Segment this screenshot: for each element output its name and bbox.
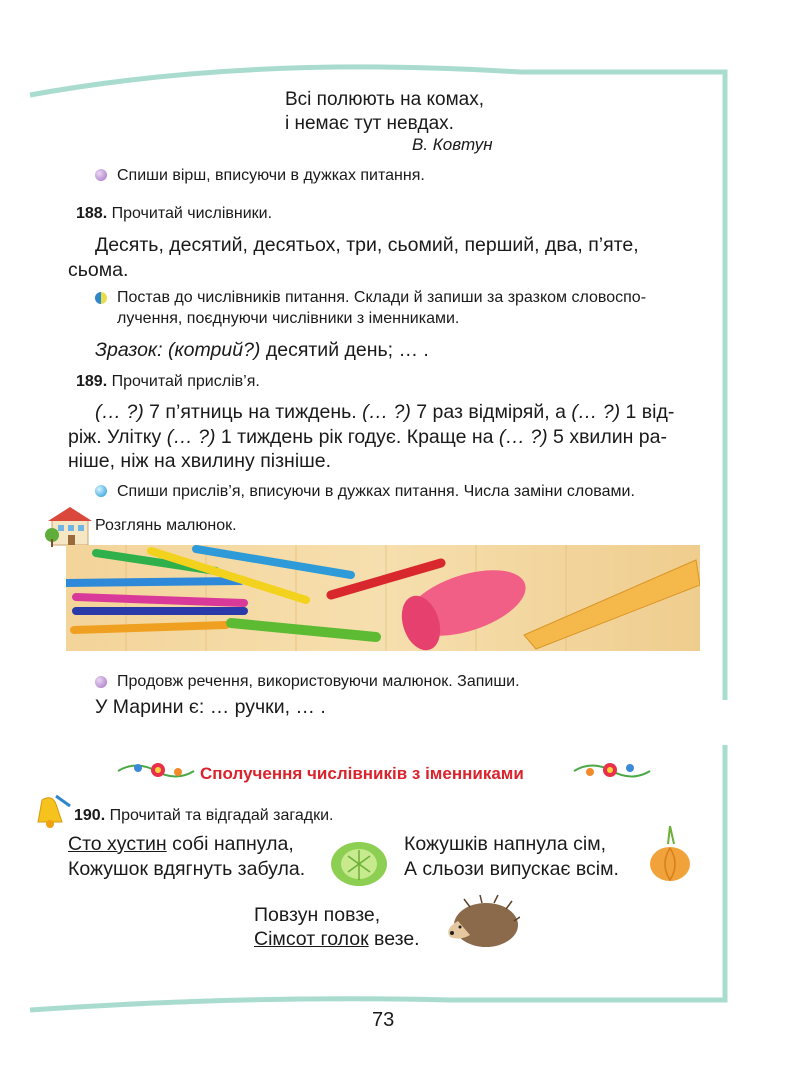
cabbage-icon bbox=[328, 836, 390, 888]
exercise-number: 188. bbox=[76, 205, 108, 222]
riddle-text: собі напнула, bbox=[166, 833, 294, 855]
hedgehog-icon bbox=[440, 893, 520, 949]
split-bullet-icon bbox=[95, 292, 107, 304]
onion-icon bbox=[646, 824, 694, 884]
task-189: Спиши прислів’я, вписуючи в дужках питання. Числа заміни словами. bbox=[117, 483, 635, 500]
poem-author: В. Ковтун bbox=[412, 135, 493, 154]
poem-line-1: Всі полюють на комах, bbox=[285, 89, 484, 110]
proverb-text: 1 тиждень рік годує. Краще на bbox=[215, 426, 499, 448]
proverb-text: 7 раз відміряй, а bbox=[410, 401, 572, 423]
question-placeholder: (… ?) bbox=[95, 401, 144, 423]
numerals-line-2: сьома. bbox=[68, 259, 129, 281]
look-label: Розглянь малюнок. bbox=[95, 517, 237, 534]
riddle-text: везе. bbox=[368, 928, 420, 950]
proverb-text: 7 п’ятниць на тиждень. bbox=[143, 401, 363, 423]
blue-bullet-icon bbox=[95, 485, 107, 497]
exercise-instruction: Прочитай та відгадай загадки. bbox=[109, 807, 334, 824]
proverb-line-1 bbox=[95, 398, 674, 426]
proverb-text: 1 від- bbox=[620, 401, 675, 423]
flower-ornament-left-icon bbox=[116, 758, 196, 784]
violet-bullet-icon bbox=[95, 676, 107, 688]
proverb-text: 5 хвилин ра- bbox=[547, 426, 667, 448]
school-supplies-illustration bbox=[66, 545, 700, 651]
riddle-1-line-2: Кожушок вдягнуть забула. bbox=[68, 858, 306, 880]
exercise-188-header bbox=[76, 203, 272, 225]
exercise-number: 189. bbox=[76, 373, 108, 390]
sample-label: Зразок: (котрий?) bbox=[95, 339, 261, 361]
riddle-3-line-1: Повзун повзе, bbox=[254, 904, 381, 926]
numerals-line-1: Десять, десятий, десятьох, три, сьомий, перший, два, п’яте, bbox=[95, 234, 639, 256]
flower-ornament-right-icon bbox=[572, 758, 652, 784]
task-poem: Спиши вірш, вписуючи в дужках питання. bbox=[117, 167, 425, 184]
house-icon bbox=[44, 505, 94, 549]
question-placeholder: (… ?) bbox=[571, 401, 621, 423]
task-188-line-1: Постав до числівників питання. Склади й запиши за зразком словоспо- bbox=[117, 289, 647, 306]
riddle-1-line-1 bbox=[68, 830, 294, 858]
exercise-instruction: Прочитай числівники. bbox=[111, 205, 273, 222]
question-placeholder: (… ?) bbox=[362, 401, 411, 423]
sentence-line: У Марини є: … ручки, … . bbox=[95, 696, 326, 718]
bell-icon bbox=[32, 792, 74, 832]
exercise-instruction: Прочитай прислів’я. bbox=[111, 373, 260, 390]
riddle-3-line-2 bbox=[254, 925, 420, 953]
exercise-190-header bbox=[74, 805, 333, 827]
question-placeholder: (… ?) bbox=[498, 426, 548, 448]
sample-text: десятий день; … . bbox=[260, 339, 429, 361]
proverb-text: ріж. Улітку bbox=[68, 426, 167, 448]
question-placeholder: (… ?) bbox=[166, 426, 216, 448]
poem-line-2: і немає тут невдах. bbox=[285, 113, 454, 134]
proverb-line-3: ніше, ніж на хвилину пізніше. bbox=[68, 450, 332, 472]
sample-line bbox=[95, 336, 429, 364]
task-188-line-2: лучення, поєднуючи числівники з іменниками. bbox=[117, 310, 460, 327]
underlined-text: Сто хустин bbox=[68, 833, 167, 855]
riddle-2-line-1: Кожушків напнула сім, bbox=[404, 833, 607, 855]
task-picture: Продовж речення, використовуючи малюнок. Запиши. bbox=[117, 673, 520, 690]
exercise-189-header bbox=[76, 371, 260, 393]
riddle-2-line-2: А сльози випускає всім. bbox=[404, 858, 619, 880]
section-title: Сполучення числівників з іменниками bbox=[200, 764, 524, 783]
violet-bullet-icon bbox=[95, 169, 107, 181]
exercise-number: 190. bbox=[74, 807, 106, 824]
underlined-text: Сімсот голок bbox=[254, 928, 369, 950]
page-number: 73 bbox=[372, 1009, 395, 1031]
